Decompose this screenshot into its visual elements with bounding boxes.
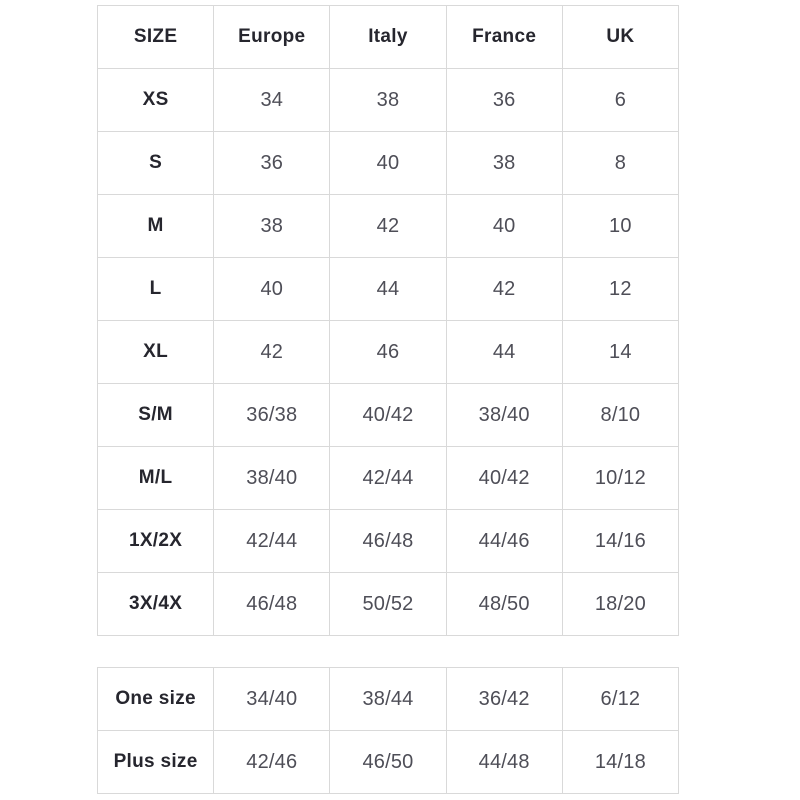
table-row bbox=[98, 321, 679, 384]
table-row bbox=[98, 731, 679, 794]
table-row bbox=[98, 195, 679, 258]
size-value: 40/42 bbox=[330, 384, 446, 447]
column-header: France bbox=[446, 6, 562, 69]
size-label: L bbox=[98, 258, 214, 321]
size-value: 34/40 bbox=[214, 668, 330, 731]
size-label: M/L bbox=[98, 447, 214, 510]
size-value: 12 bbox=[562, 258, 678, 321]
size-value: 42/46 bbox=[214, 731, 330, 794]
size-value: 34 bbox=[214, 69, 330, 132]
table-row bbox=[98, 384, 679, 447]
size-value: 42/44 bbox=[214, 510, 330, 573]
size-value: 36 bbox=[214, 132, 330, 195]
size-label: 3X/4X bbox=[98, 573, 214, 636]
size-value: 10/12 bbox=[562, 447, 678, 510]
table-row bbox=[98, 132, 679, 195]
size-value: 10 bbox=[562, 195, 678, 258]
size-value: 48/50 bbox=[446, 573, 562, 636]
size-value: 36/38 bbox=[214, 384, 330, 447]
size-value: 38/44 bbox=[330, 668, 446, 731]
size-value: 42 bbox=[214, 321, 330, 384]
size-value: 38 bbox=[214, 195, 330, 258]
size-value: 38/40 bbox=[446, 384, 562, 447]
size-value: 44 bbox=[330, 258, 446, 321]
size-label: One size bbox=[98, 668, 214, 731]
size-value: 14 bbox=[562, 321, 678, 384]
size-label: 1X/2X bbox=[98, 510, 214, 573]
size-value: 8/10 bbox=[562, 384, 678, 447]
size-value: 36 bbox=[446, 69, 562, 132]
size-value: 40 bbox=[214, 258, 330, 321]
size-value: 8 bbox=[562, 132, 678, 195]
special-sizes-table bbox=[97, 667, 679, 794]
size-label: XS bbox=[98, 69, 214, 132]
size-value: 42 bbox=[446, 258, 562, 321]
column-header: Italy bbox=[330, 6, 446, 69]
size-value: 42/44 bbox=[330, 447, 446, 510]
size-value: 44 bbox=[446, 321, 562, 384]
size-value: 14/18 bbox=[562, 731, 678, 794]
table-header-row bbox=[98, 6, 679, 69]
size-value: 36/42 bbox=[446, 668, 562, 731]
size-value: 46/50 bbox=[330, 731, 446, 794]
size-value: 46/48 bbox=[214, 573, 330, 636]
size-value: 46 bbox=[330, 321, 446, 384]
size-value: 6/12 bbox=[562, 668, 678, 731]
column-header: Europe bbox=[214, 6, 330, 69]
size-conversion-table bbox=[97, 5, 679, 636]
size-value: 6 bbox=[562, 69, 678, 132]
size-value: 40/42 bbox=[446, 447, 562, 510]
size-value: 40 bbox=[446, 195, 562, 258]
size-value: 38/40 bbox=[214, 447, 330, 510]
size-value: 38 bbox=[446, 132, 562, 195]
size-value: 18/20 bbox=[562, 573, 678, 636]
size-value: 42 bbox=[330, 195, 446, 258]
table-row bbox=[98, 668, 679, 731]
table-row bbox=[98, 510, 679, 573]
size-label: Plus size bbox=[98, 731, 214, 794]
size-label: S bbox=[98, 132, 214, 195]
table-row bbox=[98, 447, 679, 510]
size-value: 14/16 bbox=[562, 510, 678, 573]
size-value: 46/48 bbox=[330, 510, 446, 573]
size-value: 38 bbox=[330, 69, 446, 132]
size-value: 44/46 bbox=[446, 510, 562, 573]
size-label: XL bbox=[98, 321, 214, 384]
size-value: 44/48 bbox=[446, 731, 562, 794]
size-label: M bbox=[98, 195, 214, 258]
table-row bbox=[98, 573, 679, 636]
column-header: UK bbox=[562, 6, 678, 69]
table-row bbox=[98, 69, 679, 132]
table-row bbox=[98, 258, 679, 321]
size-value: 40 bbox=[330, 132, 446, 195]
size-value: 50/52 bbox=[330, 573, 446, 636]
size-label: S/M bbox=[98, 384, 214, 447]
column-header: SIZE bbox=[98, 6, 214, 69]
